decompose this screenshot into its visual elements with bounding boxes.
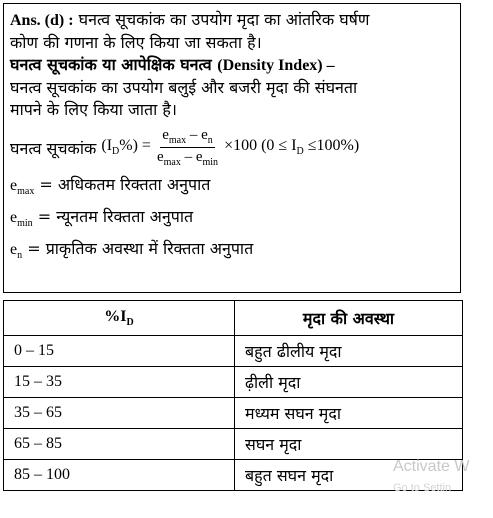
table-row bbox=[4, 429, 463, 460]
answer-line-1 bbox=[10, 9, 454, 32]
formula-fraction bbox=[155, 127, 220, 168]
activate-windows-watermark: Activate W bbox=[393, 458, 470, 475]
state-cell: सघन मृदा bbox=[235, 429, 463, 460]
definition-emax: $e_{max}$ = अधिकतम रिक्तता अनुपात bbox=[10, 175, 211, 198]
go-to-settings-watermark: Go to Settin bbox=[393, 482, 452, 494]
definitions-list bbox=[10, 172, 454, 269]
range-cell: 35 – 65 bbox=[4, 398, 235, 429]
answer-text-1: घनत्व सूचकांक का उपयोग मृदा का आंतरिक घर्षण bbox=[73, 10, 370, 29]
state-cell: बहुत ढीलीय मृदा bbox=[235, 336, 463, 367]
definition-en: $e_n$ = प्राकृतिक अवस्था में रिक्तता अनुपात bbox=[10, 239, 254, 262]
table-row bbox=[4, 398, 463, 429]
density-index-heading: घनत्व सूचकांक या आपेक्षिक घनत्व (Density Index) – bbox=[10, 55, 335, 74]
table-row bbox=[4, 367, 463, 398]
range-cell: 85 – 100 bbox=[4, 460, 235, 491]
description-line-1: घनत्व सूचकांक का उपयोग बलुई और बजरी मृदा की संघनता bbox=[10, 78, 358, 97]
formula-range: ×100 $(0 \le I_D \le 100\%)$ bbox=[224, 137, 360, 158]
answer-line-2: कोण की गणना के लिए किया जा सकता है। bbox=[10, 33, 262, 52]
definition-emin: $e_{min}$ = न्यूनतम रिक्तता अनुपात bbox=[10, 207, 194, 230]
range-cell: 0 – 15 bbox=[4, 336, 235, 367]
state-cell: बहुत सघन मृदा bbox=[235, 460, 463, 491]
density-index-formula: घनत्व सूचकांक $(I_D\%)$ = $\frac{e_{max} - e_n}{e_{max} - e_{min}}$ ×100 $(0 \le I_D \le 100\%)$ bbox=[10, 127, 360, 168]
header-density-index: $\%I_D$ bbox=[4, 301, 235, 336]
table-header-row bbox=[4, 301, 463, 336]
range-cell: 15 – 35 bbox=[4, 367, 235, 398]
answer-prefix: Ans. (d) : bbox=[10, 12, 74, 29]
state-cell: मध्यम सघन मृदा bbox=[235, 398, 463, 429]
range-cell: 65 – 85 bbox=[4, 429, 235, 460]
answer-box bbox=[3, 3, 461, 293]
table-row bbox=[4, 336, 463, 367]
description-line-2: मापने के लिए किया जाता है। bbox=[10, 100, 177, 119]
state-cell: ढ़ीली मृदा bbox=[235, 367, 463, 398]
formula-denominator: $e_{max} - e_{min}$ bbox=[156, 149, 219, 168]
header-soil-state: मृदा की अवस्था bbox=[235, 301, 463, 336]
formula-numerator: $e_{max} - e_n$ bbox=[162, 127, 213, 146]
